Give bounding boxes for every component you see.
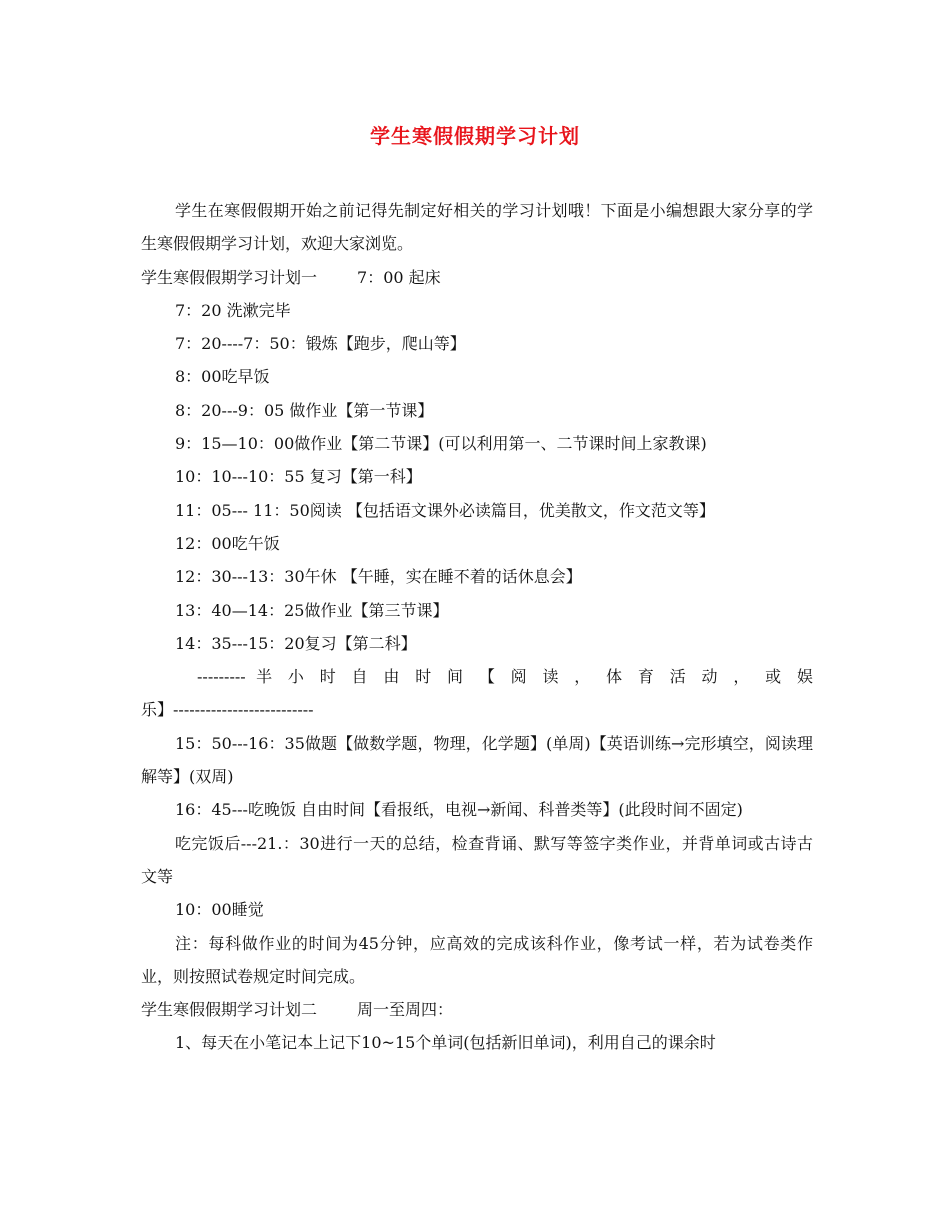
schedule-item: 9：15—10：00做作业【第二节课】(可以利用第一、二节课时间上家教课) [175, 434, 707, 454]
schedule-item: 7：20----7：50：锻炼【跑步，爬山等】 [175, 334, 466, 354]
schedule-item: 吃完饭后---21.：30进行一天的总结，检查背诵、默写等签字类作业，并背单词或古诗古文等 [141, 833, 813, 886]
note-paragraph: 注：每科做作业的时间为45分钟，应高效的完成该科作业，像考试一样，若为试卷类作业，则按照试卷规定时间完成。 [141, 933, 813, 986]
schedule-item: 10：00睡觉 [175, 900, 264, 920]
schedule-item: 7：20 洗漱完毕 [175, 300, 291, 320]
schedule-item: 10：10---10：55 复习【第一科】 [175, 467, 422, 487]
document-title: 学生寒假假期学习计划 [370, 124, 580, 148]
plan2-heading-line [141, 993, 813, 1026]
schedule-item: 12：30---13：30午休 【午睡，实在睡不着的话休息会】 [175, 567, 582, 587]
plan2-heading: 学生寒假假期学习计划二 [141, 1000, 318, 1020]
schedule-item: 14：35---15：20复习【第二科】 [175, 633, 417, 653]
schedule-item: 8：00吃早饭 [175, 367, 270, 387]
plan2-item: 1、每天在小笔记本上记下10~15个单词(包括新旧单词)，利用自己的课余时 [175, 1033, 716, 1053]
intro-paragraph: 学生在寒假假期开始之前记得先制定好相关的学习计划哦！下面是小编想跟大家分享的学生寒假假期学习计划，欢迎大家浏览。 [141, 201, 813, 254]
free-time-line-end: 乐】-------------------------- [141, 700, 314, 720]
plan1-heading: 学生寒假假期学习计划一 [141, 267, 318, 287]
schedule-item: 11：05--- 11：50阅读 【包括语文课外必读篇目，优美散文，作文范文等】 [175, 500, 715, 520]
schedule-item: 12：00吃午饭 [175, 533, 280, 553]
document-body [141, 194, 813, 1060]
schedule-item: 13：40—14：25做作业【第三节课】 [175, 600, 449, 620]
schedule-item: 15：50---16：35做题【做数学题，物理，化学题】(单周)【英语训练→完形填空，阅读理解等】(双周) [141, 733, 813, 787]
plan1-heading-line [141, 261, 813, 294]
free-time-line: --------- 半 小 时 自 由 时 间 【 阅 读 ， 体 育 活 动 ， 或 娱 [197, 667, 813, 687]
schedule-item: 16：45---吃晚饭 自由时间【看报纸，电视→新闻、科普类等】(此段时间不固定) [175, 800, 743, 820]
plan2-first-item: 周一至周四： [357, 1000, 454, 1020]
schedule-item: 8：20---9：05 做作业【第一节课】 [175, 400, 434, 420]
plan1-first-item: 7：00 起床 [357, 267, 441, 287]
